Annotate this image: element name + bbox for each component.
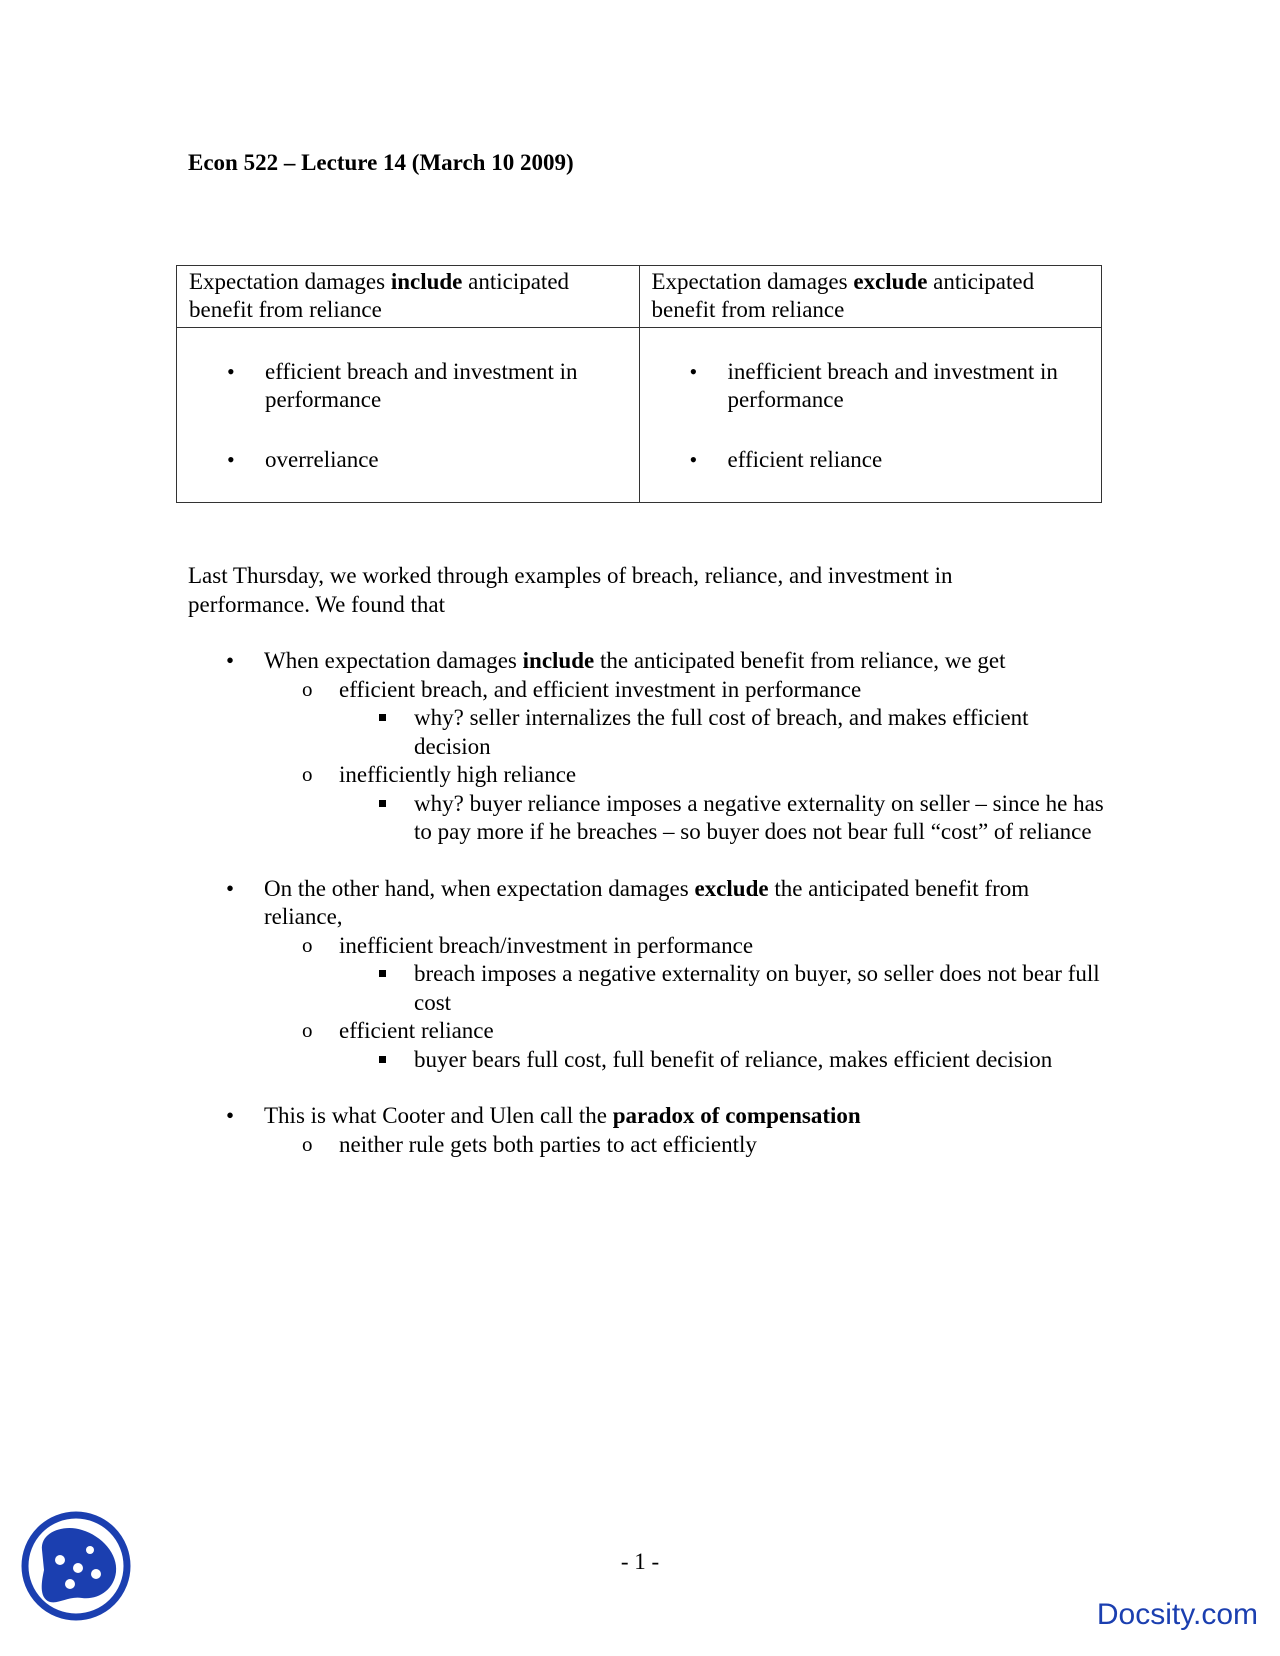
findings-list: [188, 647, 1108, 1159]
list-item: • efficient reliance: [652, 446, 1092, 474]
square-marker: [379, 970, 386, 977]
list-item: • efficient breach and investment in performance: [189, 358, 629, 414]
finding-include: • When expectation damages include the anticipated benefit from reliance, we get o efficient breach, and efficient investment in performance why? seller internalizes the full cost of breach, and makes efficient decision o inefficiently high reliance why? buyer reliance imposes a negative externality on seller – since he has to pay more if he breaches – so buyer does not bear full “cost” of reliance: [188, 647, 1108, 847]
docsity-watermark[interactable]: Docsity.com: [1096, 1598, 1258, 1631]
docsity-logo-icon: [20, 1510, 132, 1622]
list-item: o neither rule gets both parties to act efficiently: [302, 1131, 757, 1157]
list-item: why? buyer reliance imposes a negative externality on seller – since he has to pay more if he breaches – so buyer does not bear full “cost” of reliance: [339, 790, 1108, 847]
list-item: why? seller internalizes the full cost of breach, and makes efficient decision: [339, 704, 1108, 761]
list-item: breach imposes a negative externality on buyer, so seller does not bear full cost: [339, 960, 1108, 1017]
bullet-marker: •: [226, 648, 235, 673]
list-item: o inefficient breach/investment in performance breach imposes a negative externality on buyer, so seller does not bear full cost: [264, 932, 1108, 1018]
circle-marker: o: [302, 676, 313, 701]
circle-marker: o: [302, 762, 313, 786]
table-body-row: [177, 328, 1102, 503]
lecture-title: Econ 522 – Lecture 14 (March 10 2009): [188, 150, 574, 175]
finding-paradox: • This is what Cooter and Ulen call the paradox of compensation o neither rule gets both parties to act efficiently: [188, 1102, 1108, 1159]
include-list: [189, 358, 629, 474]
square-marker: [379, 800, 386, 807]
exclude-cell: [639, 328, 1102, 503]
finding-exclude: • On the other hand, when expectation damages exclude the anticipated benefit from reliance, o inefficient breach/investment in performance breach imposes a negative externality on buyer, so seller does not bear full cost o efficient reliance buyer bears full cost, full benefit of reliance, makes efficient decision: [188, 875, 1108, 1075]
header-include: Expectation damages include anticipated benefit from reliance: [177, 266, 640, 328]
header-exclude: Expectation damages exclude anticipated benefit from reliance: [639, 266, 1102, 328]
list-item: o inefficiently high reliance why? buyer reliance imposes a negative externality on seller – since he has to pay more if he breaches – so buyer does not bear full “cost” of reliance: [264, 761, 1108, 847]
list-item: o efficient breach, and efficient investment in performance why? seller internalizes the full cost of breach, and makes efficient decision: [264, 676, 1108, 762]
list-item: • overreliance: [189, 446, 629, 474]
bullet-marker: •: [226, 1103, 235, 1128]
intro-paragraph: Last Thursday, we worked through examples of breach, reliance, and investment in performance. We found that: [188, 563, 953, 617]
circle-marker: o: [302, 1131, 313, 1156]
square-marker: [379, 714, 386, 721]
table-header-row: [177, 266, 1102, 328]
list-item: buyer bears full cost, full benefit of reliance, makes efficient decision: [339, 1046, 1108, 1075]
include-cell: [177, 328, 640, 503]
square-marker: [379, 1056, 386, 1063]
list-item: • inefficient breach and investment in performance: [652, 358, 1092, 414]
circle-marker: o: [302, 1018, 313, 1042]
list-item: o efficient reliance buyer bears full cost, full benefit of reliance, makes efficient decision: [264, 1017, 1108, 1074]
bullet-marker: •: [226, 875, 235, 901]
exclude-list: [652, 358, 1092, 474]
circle-marker: o: [302, 932, 313, 957]
comparison-table: [176, 265, 1102, 503]
page-number: - 1 -: [620, 1549, 660, 1574]
